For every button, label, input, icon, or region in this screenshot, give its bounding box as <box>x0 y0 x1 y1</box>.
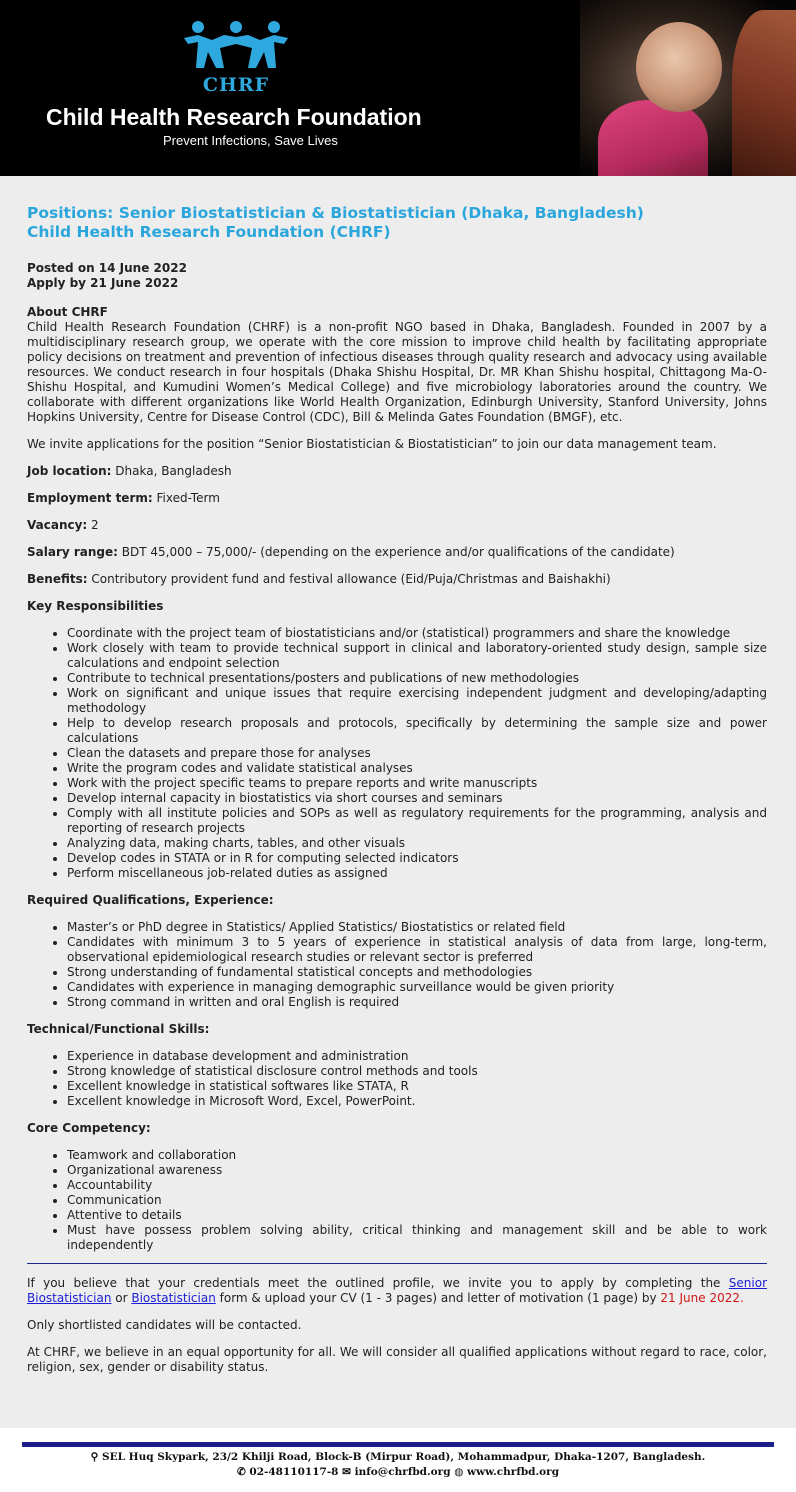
footer <box>0 1428 796 1492</box>
responsibilities-heading: Key Responsibilities <box>27 599 164 613</box>
vacancy-label: Vacancy: <box>27 518 88 532</box>
salary-label: Salary range: <box>27 545 118 559</box>
list-item: • Strong command in written and oral English is required <box>67 995 767 1010</box>
footer-address-line <box>0 1451 796 1463</box>
benefits <box>27 572 767 587</box>
list-item: • Experience in database development and administration <box>67 1049 767 1064</box>
list-item: • Strong understanding of fundamental statistical concepts and methodologies <box>67 965 767 980</box>
list-item: • Candidates with experience in managing demographic surveillance would be given priority <box>67 980 767 995</box>
list-item: • Teamwork and collaboration <box>67 1148 767 1163</box>
photo-child-body-shape <box>598 100 708 176</box>
footer-address: SEL Huq Skypark, 23/2 Khilji Road, Block-B (Mirpur Road), Mohammadpur, Dhaka-1207, Bangladesh. <box>102 1451 706 1463</box>
section-divider <box>27 1263 767 1264</box>
vacancy <box>27 518 767 533</box>
apply-text-1: If you believe that your credentials meet the outlined profile, we invite you to apply by completing the <box>27 1276 729 1290</box>
title-line-1: Positions: Senior Biostatistician & Biostatistician (Dhaka, Bangladesh) <box>27 204 644 222</box>
footer-bar <box>22 1442 774 1447</box>
responsibilities-list <box>27 626 767 881</box>
equal-opportunity-note: At CHRF, we believe in an equal opportunity for all. We will consider all qualified applications without regard to race, color, religion, sex, gender or disability status. <box>27 1345 767 1374</box>
biostatistician-form-link[interactable]: Biostatistician <box>131 1291 216 1305</box>
header-banner <box>0 0 796 176</box>
list-item: • Develop codes in STATA or in R for computing selected indicators <box>67 851 767 866</box>
title-line-2: Child Health Research Foundation (CHRF) <box>27 223 391 241</box>
list-item: • Work on significant and unique issues that require exercising independent judgment and developing/adapting methodology <box>67 686 767 716</box>
about-heading: About CHRF <box>27 305 108 319</box>
competency-heading: Core Competency: <box>27 1121 151 1135</box>
job-location-value: Dhaka, Bangladesh <box>111 464 232 478</box>
list-item: • Contribute to technical presentations/posters and publications of new methodologies <box>67 671 767 686</box>
list-item: • Analyzing data, making charts, tables, and other visuals <box>67 836 767 851</box>
footer-website[interactable]: www.chrfbd.org <box>467 1466 560 1478</box>
list-item: • Organizational awareness <box>67 1163 767 1178</box>
list-item: • Accountability <box>67 1178 767 1193</box>
salary-value: BDT 45,000 – 75,000/- (depending on the experience and/or qualifications of the candidate) <box>117 545 675 559</box>
apply-by-date: Apply by 21 June 2022 <box>27 276 179 290</box>
list-item: • Work closely with team to provide technical support in clinical and laboratory-oriented study design, sample size calculations and endpoint selection <box>67 641 767 671</box>
benefits-label: Benefits: <box>27 572 88 586</box>
job-post-content <box>0 176 796 1428</box>
posted-date: Posted on 14 June 2022 <box>27 261 187 275</box>
org-name: Child Health Research Foundation <box>46 104 422 130</box>
apply-instructions <box>27 1276 767 1306</box>
globe-icon: ◍ <box>454 1466 464 1478</box>
mother-child-photo <box>580 0 796 176</box>
list-item: • Develop internal capacity in biostatistics via short courses and seminars <box>67 791 767 806</box>
qualifications-list <box>27 920 767 1010</box>
list-item: • Comply with all institute policies and SOPs as well as regulatory requirements for the programming, analysis and reporting of research projects <box>67 806 767 836</box>
envelope-icon: ✉ <box>342 1466 351 1478</box>
list-item: • Clean the datasets and prepare those for analyses <box>67 746 767 761</box>
job-location-label: Job location: <box>27 464 112 478</box>
list-item: • Excellent knowledge in statistical softwares like STATA, R <box>67 1079 767 1094</box>
invite-text: We invite applications for the position “Senior Biostatistician & Biostatistician” to join our data management team. <box>27 437 717 451</box>
list-item: • Work with the project specific teams to prepare reports and write manuscripts <box>67 776 767 791</box>
list-item: • Coordinate with the project team of biostatisticians and/or (statistical) programmers and share the knowledge <box>67 626 767 641</box>
skills-list <box>27 1049 767 1109</box>
qualifications-heading: Required Qualifications, Experience: <box>27 893 274 907</box>
apply-deadline: 21 June 2022. <box>660 1291 744 1305</box>
footer-phone: 02-48110117-8 <box>249 1466 339 1478</box>
list-item: • Write the program codes and validate statistical analyses <box>67 761 767 776</box>
list-item: • Must have possess problem solving ability, critical thinking and management skill and be able to work independently <box>67 1223 767 1253</box>
list-item: • Candidates with minimum 3 to 5 years of experience in statistical analysis of data from large, long-term, observational epidemiological research studies or relevant sector is preferred <box>67 935 767 965</box>
list-item: • Strong knowledge of statistical disclosure control methods and tools <box>67 1064 767 1079</box>
vacancy-value: 2 <box>87 518 99 532</box>
shortlist-note: Only shortlisted candidates will be contacted. <box>27 1318 302 1332</box>
apply-text-3: form & upload your CV (1 - 3 pages) and letter of motivation (1 page) by <box>215 1291 661 1305</box>
apply-text-2: or <box>111 1291 132 1305</box>
salary-range <box>27 545 767 560</box>
skills-heading: Technical/Functional Skills: <box>27 1022 210 1036</box>
list-item: • Perform miscellaneous job-related duties as assigned <box>67 866 767 881</box>
tagline: Prevent Infections, Save Lives <box>163 133 338 148</box>
footer-email[interactable]: info@chrfbd.org <box>354 1466 451 1478</box>
employment-term-label: Employment term: <box>27 491 153 505</box>
phone-icon: ✆ <box>236 1466 246 1478</box>
photo-child-face-shape <box>636 22 722 112</box>
competency-list <box>27 1148 767 1253</box>
footer-contact-line <box>0 1466 796 1478</box>
employment-term-value: Fixed-Term <box>152 491 220 505</box>
employment-term <box>27 491 767 506</box>
list-item: • Attentive to details <box>67 1208 767 1223</box>
about-text: Child Health Research Foundation (CHRF) is a non-profit NGO based in Dhaka, Bangladesh. Founded in 2007 by a multidisciplinary research group, we operate with the core mission to improve child health by facilitating appropriate policy decisions on treatment and prevention of infectious diseases through quality research and advocacy using available resources. We conduct research in four hospitals (Dhaka Shishu Hospital, Dr. MR Khan Shishu hospital, Chittagong Ma-O-Shishu Hospital, and Kumudini Women’s Medical College) and five microbiology laboratories around the country. We collaborate with different organizations like World Health Organization, Edinburgh University, Stanford University, Johns Hopkins University, Centre for Disease Control (CDC), Bill & Melinda Gates Foundation (BMGF), etc. <box>27 320 767 424</box>
location-pin-icon: ⚲ <box>90 1451 99 1463</box>
list-item: • Master’s or PhD degree in Statistics/ Applied Statistics/ Biostatistics or related field <box>67 920 767 935</box>
benefits-value: Contributory provident fund and festival allowance (Eid/Puja/Christmas and Baishakhi) <box>87 572 611 586</box>
logo-text: CHRF <box>202 74 270 96</box>
list-item: • Excellent knowledge in Microsoft Word, Excel, PowerPoint. <box>67 1094 767 1109</box>
list-item: • Help to develop research proposals and protocols, specifically by determining the sample size and power calculations <box>67 716 767 746</box>
photo-adult-shape <box>732 10 796 176</box>
page-title <box>27 204 767 242</box>
job-location <box>27 464 767 479</box>
chrf-logo-icon <box>180 18 292 78</box>
senior-biostatistician-form-link[interactable]: Senior Biostatistician <box>27 1276 767 1305</box>
list-item: • Communication <box>67 1193 767 1208</box>
